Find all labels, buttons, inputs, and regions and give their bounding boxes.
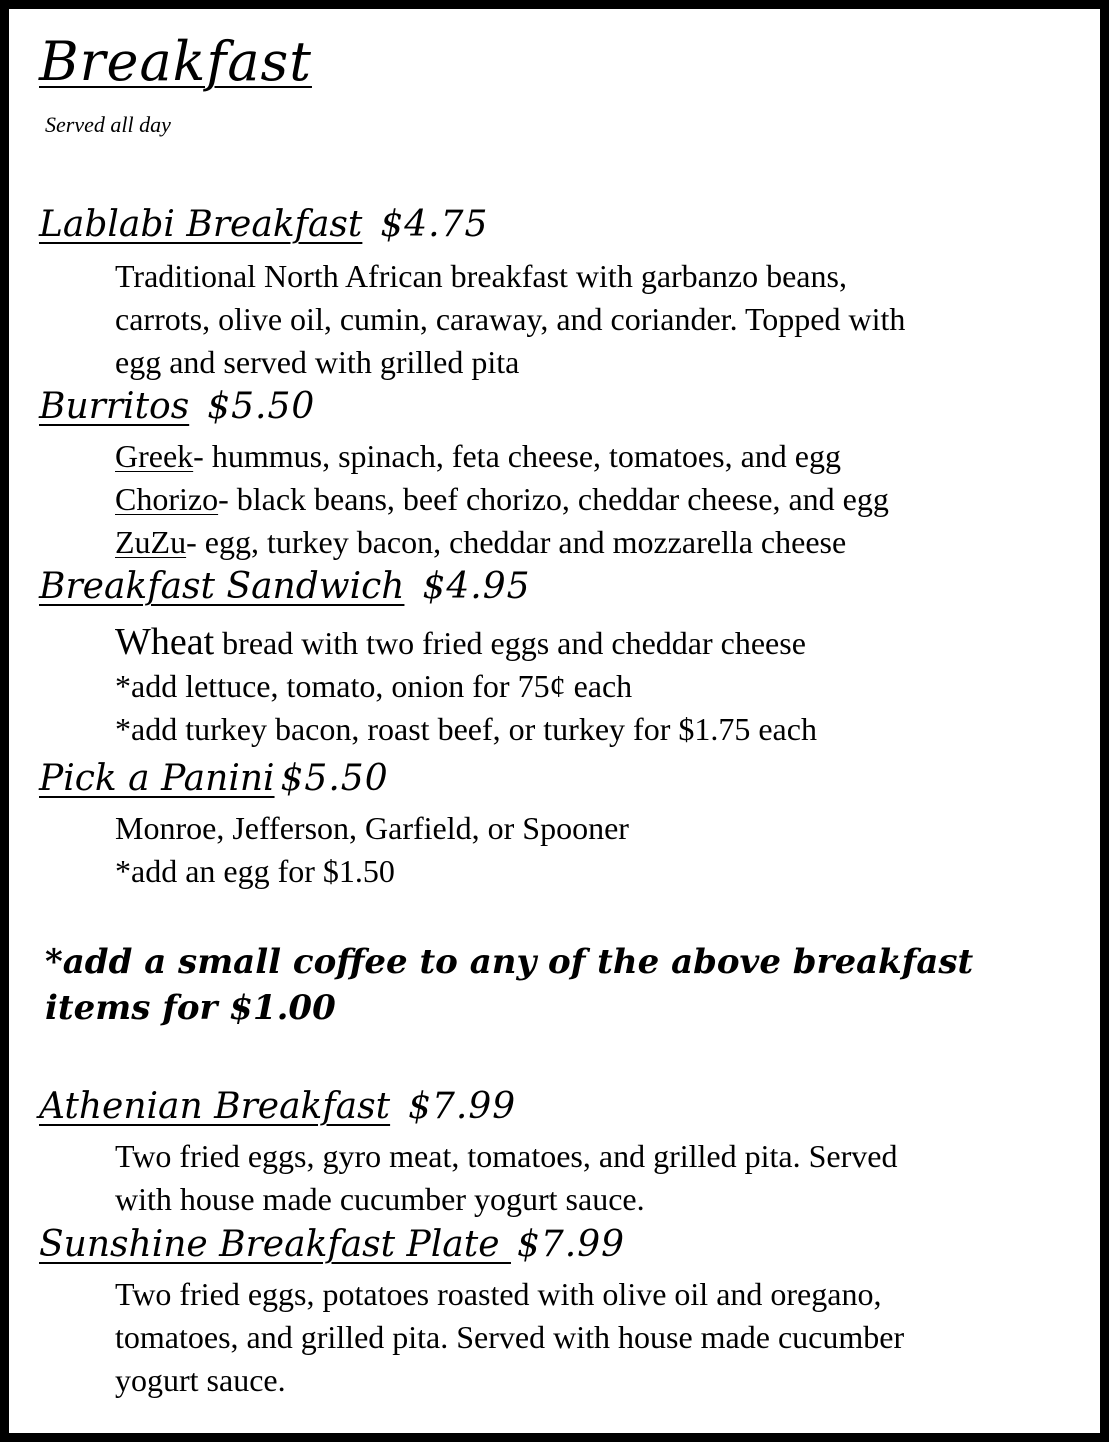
option-name: Chorizo xyxy=(115,481,219,517)
description-line: egg and served with grilled pita xyxy=(115,344,520,380)
item-name: Breakfast Sandwich xyxy=(39,566,405,607)
menu-subtitle: Served all day xyxy=(45,112,171,137)
option-name: ZuZu xyxy=(115,524,187,560)
item-price: $7.99 xyxy=(516,1224,626,1265)
item-heading-sunshine xyxy=(39,1223,625,1267)
bread-word: Wheat xyxy=(115,621,215,663)
item-name: Burritos xyxy=(39,386,190,427)
burrito-option-zuzu xyxy=(115,521,889,564)
item-price: $5.50 xyxy=(207,386,316,427)
description-line: carrots, olive oil, cumin, caraway, and coriander. Topped with xyxy=(115,301,906,337)
item-description-athenian xyxy=(115,1135,897,1221)
item-description-panini xyxy=(115,807,629,893)
addon-line: *add turkey bacon, roast beef, or turkey for $1.75 each xyxy=(115,711,817,747)
item-name: Lablabi Breakfast xyxy=(39,204,363,245)
menu-title: Breakfast xyxy=(39,30,312,93)
description-line xyxy=(115,621,817,665)
note-line: items for $1.00 xyxy=(45,988,336,1028)
coffee-note xyxy=(45,939,973,1031)
description-line: yogurt sauce. xyxy=(115,1362,286,1398)
item-description-sunshine xyxy=(115,1273,904,1402)
option-name: Greek xyxy=(115,438,194,474)
item-description-burritos xyxy=(115,435,889,564)
item-heading-sandwich xyxy=(39,565,531,609)
item-price: $7.99 xyxy=(408,1086,517,1127)
burrito-option-chorizo xyxy=(115,478,889,521)
description-rest: bread with two fried eggs and cheddar cheese xyxy=(214,625,806,661)
note-line: *add a small coffee to any of the above breakfast xyxy=(45,942,974,982)
item-heading-burritos xyxy=(39,385,315,429)
description-line: tomatoes, and grilled pita. Served with house made cucumber xyxy=(115,1319,905,1355)
item-name: Sunshine Breakfast Plate xyxy=(39,1224,511,1265)
option-desc: - black beans, beef chorizo, cheddar cheese, and egg xyxy=(218,481,889,517)
burrito-option-greek xyxy=(115,435,889,478)
item-price: $4.75 xyxy=(380,204,489,245)
item-price: $5.50 xyxy=(280,758,389,799)
description-line: Traditional North African breakfast with garbanzo beans, xyxy=(115,258,847,294)
item-heading-athenian xyxy=(39,1085,516,1129)
option-desc: - egg, turkey bacon, cheddar and mozzarella cheese xyxy=(186,524,847,560)
option-desc: - hummus, spinach, feta cheese, tomatoes, and egg xyxy=(193,438,841,474)
item-heading-lablabi xyxy=(39,203,488,247)
item-description-lablabi xyxy=(115,255,905,384)
item-name: Pick a Panini xyxy=(39,758,275,799)
description-line: with house made cucumber yogurt sauce. xyxy=(115,1181,645,1217)
item-price: $4.95 xyxy=(422,566,531,607)
description-line: Monroe, Jefferson, Garfield, or Spooner xyxy=(115,810,629,846)
addon-line: *add an egg for $1.50 xyxy=(115,853,395,889)
description-line: Two fried eggs, potatoes roasted with olive oil and oregano, xyxy=(115,1276,882,1312)
item-name: Athenian Breakfast xyxy=(39,1086,391,1127)
addon-line: *add lettuce, tomato, onion for 75¢ each xyxy=(115,668,633,704)
description-line: Two fried eggs, gyro meat, tomatoes, and grilled pita. Served xyxy=(115,1138,898,1174)
item-description-sandwich xyxy=(115,621,817,751)
item-heading-panini xyxy=(39,757,389,801)
